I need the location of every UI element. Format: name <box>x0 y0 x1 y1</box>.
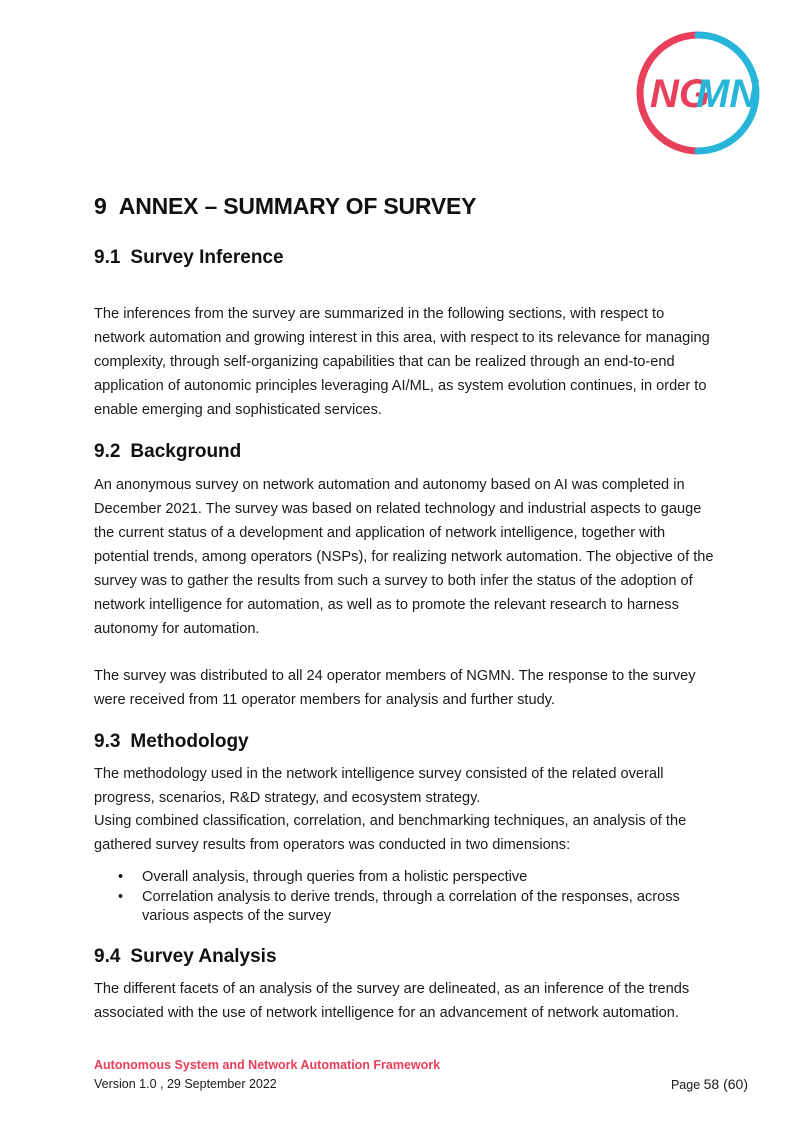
footer-document-title: Autonomous System and Network Automation Framework <box>94 1058 441 1072</box>
section-title: Background <box>130 441 242 462</box>
section-title: Survey Analysis <box>130 946 277 967</box>
section-heading-9-2 <box>94 441 241 463</box>
section-heading-9-1 <box>94 247 284 269</box>
section-9-1-paragraph: The inferences from the survey are summarized in the following sections, with respect to network automation and growing interest in this area, with respect to its relevance for managing complexity, through self-organizing capabilities that can be realized through an end-to-end application of autonomic principles leveraging AI/ML, as system evolution continues, in order to enable emerging and sophisticated services. <box>94 306 710 418</box>
list-item: • Overall analysis, through queries from a holistic perspective <box>94 868 714 888</box>
section-9-3-bullet-list <box>94 868 714 927</box>
ngmn-logo <box>636 31 760 155</box>
section-9-3-paragraph-2: Using combined classification, correlation, and benchmarking techniques, an analysis of the gathered survey results from operators was conducted in two dimensions: <box>94 813 687 853</box>
section-number: 9.3 <box>94 731 121 752</box>
page-label: Page <box>670 1078 701 1092</box>
chapter-number: 9 <box>94 193 107 219</box>
section-number: 9.2 <box>94 441 121 462</box>
page-value: 58 (60) <box>703 1076 748 1092</box>
footer-page-number <box>671 1076 748 1092</box>
section-number: 9.4 <box>94 946 121 967</box>
section-9-4-paragraph: The different facets of an analysis of the survey are delineated, as an inference of the trends associated with the use of network intelligence for an advancement of network automation. <box>94 981 690 1021</box>
section-title: Methodology <box>130 731 249 752</box>
section-number: 9.1 <box>94 247 121 268</box>
chapter-heading <box>94 193 476 220</box>
section-heading-9-3 <box>94 731 249 753</box>
chapter-title: ANNEX – SUMMARY OF SURVEY <box>118 193 477 219</box>
section-heading-9-4 <box>94 946 277 968</box>
list-item: • Correlation analysis to derive trends, through a correlation of the responses, across various aspects of the survey <box>94 888 714 927</box>
section-9-3-paragraph-1: The methodology used in the network intelligence survey consisted of the related overall progress, scenarios, R&D strategy, and ecosystem strategy. <box>94 766 664 806</box>
logo-text-left: NG <box>650 72 710 116</box>
logo-text-right: MN <box>696 72 759 116</box>
section-9-2-paragraph-2: The survey was distributed to all 24 operator members of NGMN. The response to the survey were received from 11 operator members for analysis and further study. <box>94 668 696 708</box>
footer-version: Version 1.0 , 29 September 2022 <box>94 1077 277 1091</box>
section-title: Survey Inference <box>130 247 284 268</box>
section-9-2-paragraph-1: An anonymous survey on network automation and autonomy based on AI was completed in December 2021. The survey was based on related technology and industrial aspects to gauge the current status of a development and application of network intelligence, together with potential trends, among operators (NSPs), for realizing network automation. The objective of the survey was to gather the results from such a survey to both infer the status of the adoption of network intelligence for automation, as well as to promote the relevant research to harness autonomy for automation. <box>94 477 714 637</box>
